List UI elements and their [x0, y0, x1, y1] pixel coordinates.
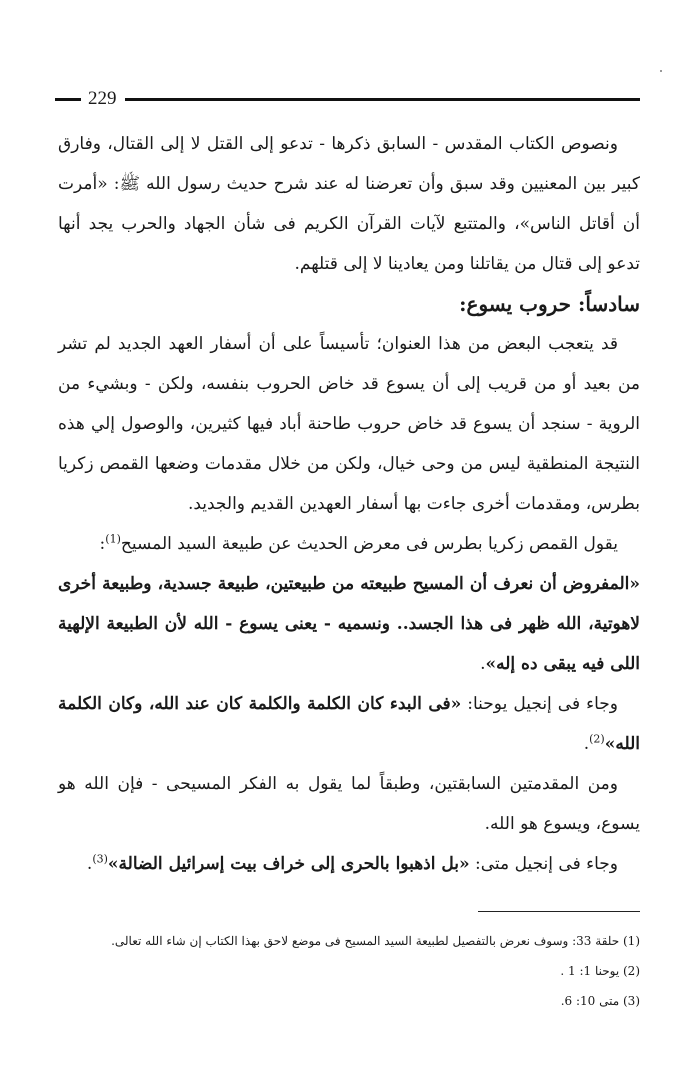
footnote-separator	[478, 911, 640, 912]
footnote-ref-1: (1)	[105, 532, 121, 546]
quote-1-text: «المفروض أن نعرف أن المسيح طبيعته من طبيعتين، طبيعة جسدية، وطبيعة أخرى لاهوتية، الله ظهر فى هذا الجسد.. ونسميه - يعنى يسوع - الله لأن الطبيعة الإلهية اللى فيه يبقى ده إله»	[58, 574, 640, 674]
section-heading: سادساً: حروب يسوع:	[459, 292, 640, 316]
paragraph-6-end: .	[86, 854, 93, 874]
paragraph-6	[58, 844, 640, 884]
paragraph-3-end: :	[99, 534, 106, 554]
footnote-3: (3) متى 10: 6.	[560, 994, 640, 1008]
paragraph-4	[58, 684, 640, 764]
paragraph-4-text: وجاء فى إنجيل يوحنا:	[461, 694, 618, 714]
paragraph-1: ونصوص الكتاب المقدس - السابق ذكرها - تدعو إلى القتل لا إلى القتال، وفارق كبير بين المعنيين وقد سبق وأن تعرضنا له عند شرح حديث رسول الله ﷺ: «أمرت أن أقاتل الناس»، والمتتبع لآيات القرآن الكريم فى شأن الجهاد والحرب يجد أنها تدعو إلى قتال من يقاتلنا ومن يعادينا لا إلى قتلهم.	[58, 134, 640, 274]
header-rule-left	[55, 98, 81, 101]
margin-mark	[660, 70, 662, 72]
header-rule-right	[125, 98, 640, 101]
paragraph-3	[58, 524, 640, 564]
paragraph-2: قد يتعجب البعض من هذا العنوان؛ تأسيساً على أن أسفار العهد الجديد لم تشر من بعيد أو من قريب إلى أن يسوع قد خاض الحروب بنفسه، ولكن - وبشيء من الروية - سنجد أن يسوع قد خاض حروب طاحنة أباد فيها كثيرين، والوصول إلي هذه النتيجة المنطقية ليس من وحى خيال، ولكن من خلال مقدمات وضعها القمص زكريا بطرس، ومقدمات أخرى جاءت بها أسفار العهدين القديم والجديد.	[58, 334, 640, 514]
paragraph-3-text: يقول القمص زكريا بطرس فى معرض الحديث عن طبيعة السيد المسيح	[120, 534, 618, 554]
paragraph-6-text: وجاء فى إنجيل متى:	[469, 854, 618, 874]
quote-1	[58, 564, 640, 684]
page-number: 229	[88, 88, 117, 109]
footnote-2: (2) يوحنا 1: 1 .	[560, 964, 640, 978]
main-text	[58, 124, 640, 884]
footnotes	[58, 926, 640, 1016]
quote-3-text: «بل اذهبوا بالحرى إلى خراف بيت إسرائيل الضالة»	[107, 854, 470, 874]
footnote-1: (1) حلقة 33: وسوف نعرض بالتفصيل لطبيعة السيد المسيح فى موضع لاحق بهذا الكتاب إن شاء الله تعالى.	[111, 934, 640, 948]
paragraph-5: ومن المقدمتين السابقتين، وطبقاً لما يقول به الفكر المسيحى - فإن الله هو يسوع، ويسوع هو الله.	[58, 774, 640, 834]
page-header	[55, 86, 640, 112]
footnote-ref-3: (3)	[92, 852, 108, 866]
footnote-ref-2: (2)	[589, 732, 605, 746]
paragraph-4-end: .	[583, 734, 590, 754]
quote-1-end: .	[480, 654, 486, 674]
quote-2-text: «فى البدء كان الكلمة والكلمة كان عند الله، وكان الكلمة الله»	[58, 694, 640, 754]
